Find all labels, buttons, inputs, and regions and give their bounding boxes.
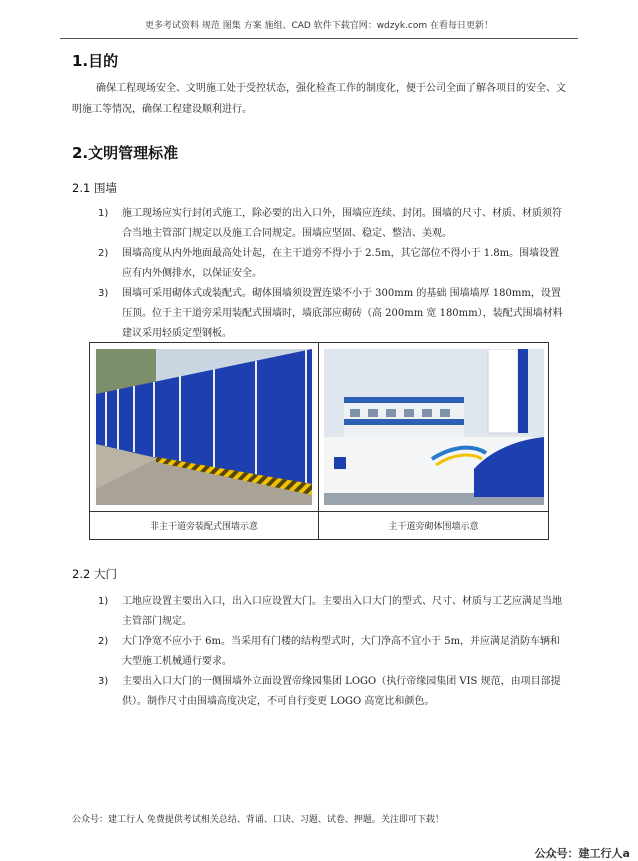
caption-left: 非主干道旁装配式围墙示意 [149,522,258,532]
item-text: 围墙可采用砌体式或装配式。砌体围墙须设置连梁不小于 300mm 的基础 围墙墙厚 180mm，设置压顶。位于主干道旁采用装配式围墙时，墙底部应砌砖（高 200mm 宽 180mm），装配式围墙材料建议采用轻质定型钢板。 [122,288,563,339]
fence-photo-table [89,342,549,540]
item-text: 围墙高度从内外地面最高处计起，在主干道旁不得小于 2.5m，其它部位不得小于 1.8m。围墙设置应有内外侧排水，以保证安全。 [122,248,560,279]
fence-item-1 [100,204,566,244]
item-text: 施工现场应实行封闭式施工，除必要的出入口外，围墙应连续、封闭。围墙的尺寸、材质、材质须符合当地主管部门规定以及施工合同规定。围墙应坚固、稳定、整洁、美观。 [122,208,562,239]
table-divider [318,343,319,539]
item-text: 工地应设置主要出入口，出入口应设置大门。主要出入口大门的型式、尺寸、材质与工艺应满足当地主管部门规定。 [122,596,562,627]
photo-assembled-hoarding [96,349,312,505]
table-divider [90,511,548,512]
page-header: 更多考试资料 规范 图集 方案 施组、CAD 软件下载官网：wdzyk.com 在看每日更新！ [60,18,578,39]
gate-item-1 [100,592,566,632]
photo-masonry-wall [324,349,544,505]
subsection-heading-fence: 2.1 围墙 [72,181,117,195]
item-number: 2) [98,248,109,259]
item-text: 主要出入口大门的一侧围墙外立面设置帝缘园集团 LOGO（执行帝缘园集团 VIS 规范，由项目部提供）。制作尺寸由围墙高度决定，不可自行变更 LOGO 高宽比和颜色。 [122,676,561,707]
page-footer: 公众号：建工行人 免费提供考试相关总结、背诵、口诀、习题、试卷、押题。关注即可下载！ [72,815,444,825]
item-number: 2) [98,636,109,647]
section-heading-purpose: 1.目的 [72,52,119,70]
section-heading-civilized-management: 2.文明管理标准 [72,144,179,162]
subsection-heading-gate: 2.2 大门 [72,567,117,581]
item-text: 大门净宽不应小于 6m。当采用有门楼的结构型式时，大门净高不宜小于 5m，并应满足消防车辆和大型施工机械通行要求。 [122,636,561,667]
item-number: 1) [98,596,109,607]
purpose-paragraph: 确保工程现场安全、文明施工处于受控状态，强化检查工作的制度化，便于公司全面了解各项目的安全、文明施工等情况，确保工程建设顺利进行。 [72,83,566,115]
item-number: 3) [98,676,109,687]
fence-item-2 [100,244,566,284]
item-number: 3) [98,288,109,299]
gate-item-2 [100,632,566,672]
item-number: 1) [98,208,109,219]
watermark: 公众号：建工行人a [534,847,630,860]
caption-right: 主干道旁砌体围墙示意 [388,522,479,532]
gate-item-3 [100,672,566,712]
fence-item-3 [100,284,566,344]
